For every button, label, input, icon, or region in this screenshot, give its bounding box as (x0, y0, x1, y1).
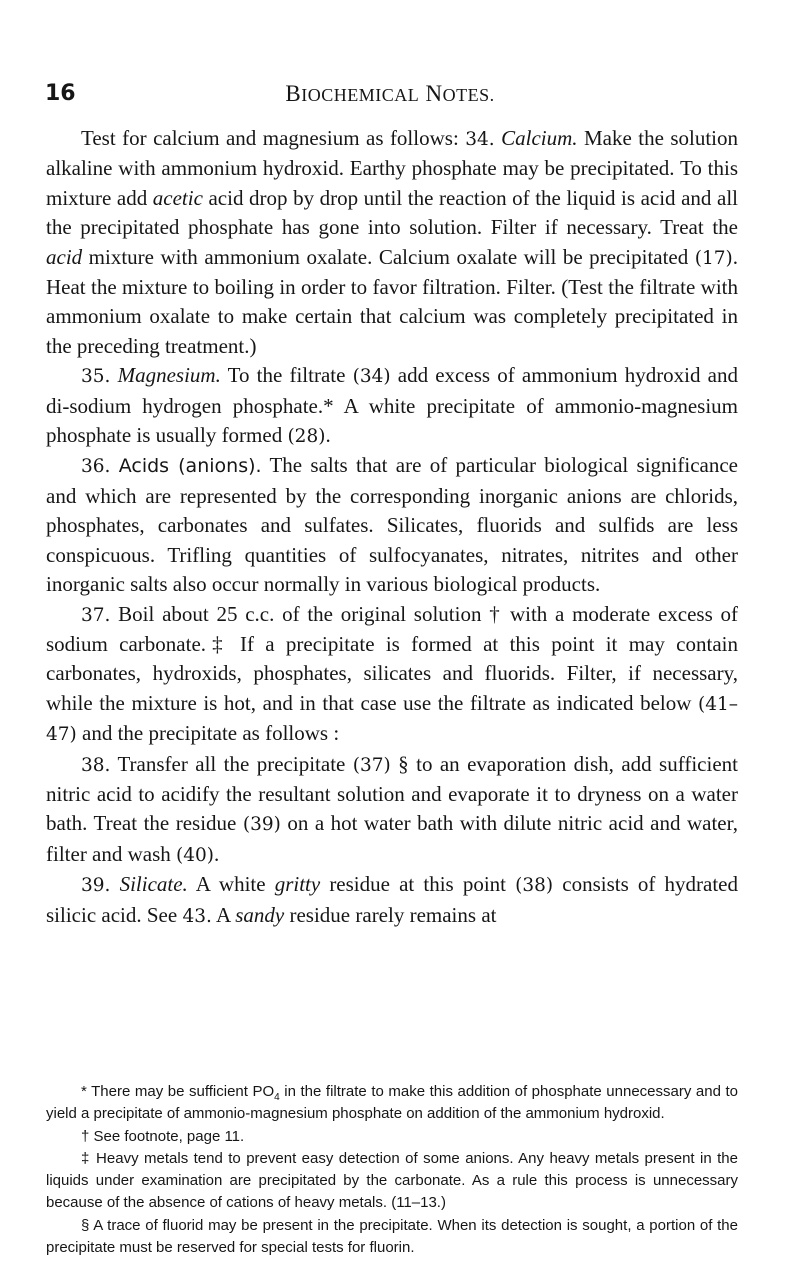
body-text (46, 124, 738, 931)
footnote-asterisk: * There may be sufficient $PO_4$ in the filtrate to make this addition of phosphate unnecessary and to yield a precipitate of ammonio-magnesium phosphate on addition of the ammonium hydroxid. (46, 1083, 738, 1123)
paragraph-34: Test for calcium and magnesium as follows: 34. Calcium. Make the solution alkaline with ammonium hydroxid. Earthy phosphate may be precipitated. To this mixture add acetic acid drop by drop until the reaction of the liquid is acid and all the precipitated phosphate has gone into solution. Filter if necessary. Treat the acid mixture with ammonium oxalate. Calcium oxalate will be precipitated (17). Heat the mixture to boiling in order to favor filtration. Filter. (Test the filtrate with ammonium oxalate to make certain that calcium was completely precipitated in the preceding treatment.) (46, 126, 739, 358)
page-number: 16 (45, 81, 76, 106)
footnotes (46, 1081, 738, 1259)
footnote-dagger: † See footnote, page 11. (81, 1127, 245, 1145)
paragraph-38: 38. Transfer all the precipitate (37) § to an evaporation dish, add sufficient nitric acid to acidify the resultant solution and evaporate it to dryness on a water bath. Treat the residue (39) on a hot water bath with dilute nitric acid and water, filter and wash (40). (46, 751, 739, 866)
footnote-section: § A trace of fluorid may be present in the precipitate. When its detection is sought, a portion of the precipitate must be reserved for special tests for fluorin. (46, 1216, 738, 1257)
paragraph-39: 39. Silicate. A white gritty residue at this point (38) consists of hydrated silicic acid. See 43. A sandy residue rarely remains at (46, 872, 738, 927)
paragraph-37: 37. Boil about 25 c.c. of the original solution † with a moderate excess of sodium carbonate.‡ If a precipitate is formed at this point it may contain carbonates, hydroxids, phosphates, silicates and fluorids. Filter, if necessary, while the mixture is hot, and in that case use the filtrate as indicated below (41–47) and the precipitate as follows : (46, 601, 738, 746)
footnote-double-dagger: ‡ Heavy metals tend to prevent easy detection of some anions. Any heavy metals present in the liquids under examination are precipitated by the carbonate. As a rule this process is unnecessary because of the absence of cations of heavy metals. (11–13.) (46, 1149, 738, 1212)
paragraph-36: 36. Acids (anions). The salts that are of particular biological significance and which are represented by the corresponding inorganic anions are chlorids, phosphates, carbonates and sulfates. Silicates, fluorids and sulfids are less conspicuous. Trifling quantities of sulfocyanates, nitrates, nitrites and other inorganic salts also occur normally in various biological products. (46, 453, 738, 597)
page-header (45, 80, 735, 110)
running-title: BIOCHEMICAL NOTES. (285, 81, 495, 106)
paragraph-35: 35. Magnesium. To the filtrate (34) add excess of ammonium hydroxid and di-sodium hydrogen phosphate.* A white precipitate of ammonio-magnesium phosphate is usually formed (28). (46, 363, 739, 448)
